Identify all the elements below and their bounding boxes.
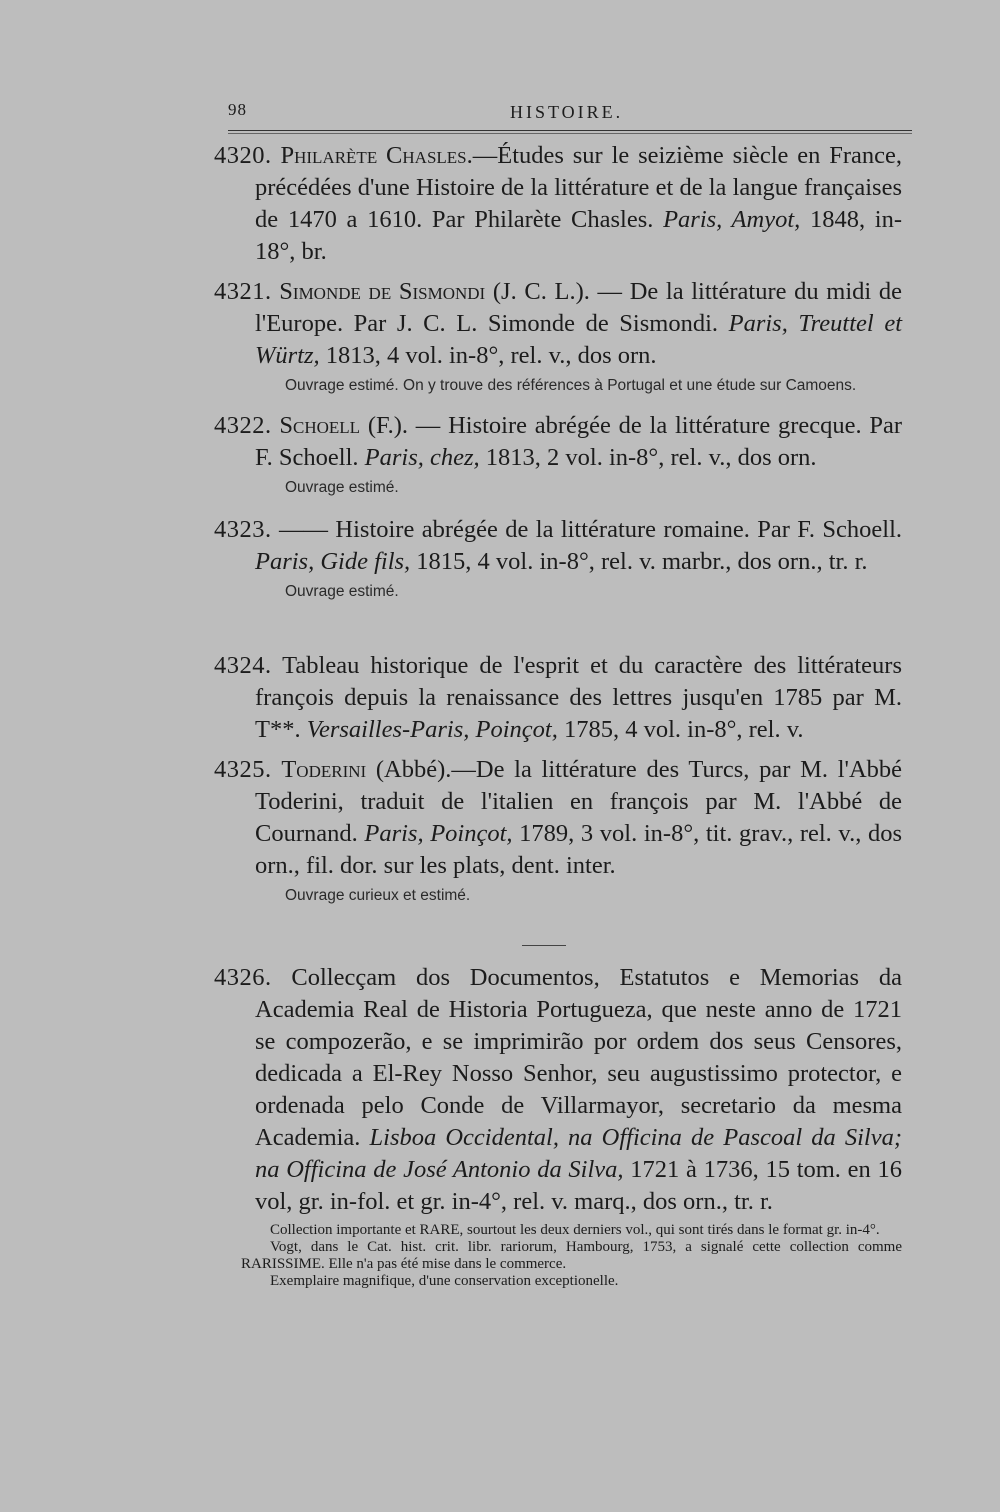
entry-note: Vogt, dans le Cat. hist. crit. libr. rariorum, Hambourg, 1753, a signalé cette collection comme RARISSIME. Elle n'a pas été mise dans le commerce. <box>241 1239 902 1272</box>
entry-imprint: Paris, Treuttel et Würtz, <box>255 310 902 369</box>
entry-separator: (Abbé).— <box>366 756 476 783</box>
entry-number: 4323. <box>214 516 272 543</box>
entry-note: Ouvrage estimé. <box>285 583 399 600</box>
entry-title: Études sur le seizième siècle en France, précédées d'une Histoire de la littérature et de la langue françaises de 1470 a 1610. Par Philarète Chasles. <box>255 142 903 233</box>
entry-number: 4320. <box>214 142 272 169</box>
entry-title: Histoire abrégée de la littérature grecque. Par F. Schoell. <box>255 412 903 471</box>
page-header <box>228 100 900 130</box>
entry-note: Collection importante et RARE, sourtout les deux derniers vol., qui sont tirés dans le format gr. in-4°. <box>270 1222 880 1238</box>
entry-details: 1813, 2 vol. in-8°, rel. v., dos orn. <box>485 444 817 471</box>
entry-number: 4324. <box>214 652 272 679</box>
entry-details: 1789, 3 vol. in-8°, tit. grav., rel. v., dos orn., fil. dor. sur les plats, dent. inter. <box>255 820 903 879</box>
entry-separator: (J. C. L.). — <box>485 278 630 305</box>
catalogue-entry <box>214 650 902 746</box>
entry-author: Schoell <box>279 412 361 439</box>
catalogue-entry <box>214 410 902 498</box>
entry-separator: —— <box>279 516 329 543</box>
entry-author: Philarète Chasles. <box>280 142 473 169</box>
entry-imprint: Paris, chez, <box>364 444 480 471</box>
entry-note: Exemplaire magnifique, d'une conservation exceptionelle. <box>270 1273 619 1289</box>
entry-imprint: Versailles-Paris, Poinçot, <box>306 716 558 743</box>
entry-notes <box>241 1222 902 1290</box>
running-head: HISTOIRE. <box>510 102 624 122</box>
entry-imprint: Lisboa Occidental, na Officina de Pascoal da Silva; na Officina de José Antonio da Silva, <box>255 1124 902 1183</box>
catalogue-entry <box>214 514 902 602</box>
entry-number: 4326. <box>214 964 272 991</box>
catalogue-entry <box>214 276 902 396</box>
catalogue-entry <box>214 754 902 906</box>
entry-author: Toderini <box>281 756 367 783</box>
catalogue-entry <box>214 140 902 268</box>
entry-imprint: Paris, Amyot, <box>663 206 801 233</box>
entry-imprint: Paris, Gide fils, <box>255 548 411 575</box>
entry-note: Ouvrage estimé. On y trouve des références à Portugal et une étude sur Camoens. <box>285 377 857 394</box>
entry-details: 1815, 4 vol. in-8°, rel. v. marbr., dos orn., tr. r. <box>416 548 868 575</box>
entry-text <box>214 276 902 372</box>
page-number: 98 <box>228 100 247 119</box>
header-rule-thin <box>228 133 912 134</box>
entry-separator: (F.). — <box>360 412 449 439</box>
entry-text <box>214 514 902 578</box>
entry-details: 1848, in-18°, br. <box>255 206 903 265</box>
entry-imprint: Paris, Poinçot, <box>364 820 513 847</box>
entry-note: Ouvrage curieux et estimé. <box>285 887 471 904</box>
entry-text <box>214 410 902 474</box>
entry-text <box>214 650 902 746</box>
entry-title: Tableau historique de l'esprit et du caractère des littérateurs françois depuis la renaissance des lettres jusqu'en 1785 par M. T**. <box>255 652 902 743</box>
entry-details: 1813, 4 vol. in-8°, rel. v., dos orn. <box>325 342 657 369</box>
entry-author: Simonde de Sismondi <box>279 278 486 305</box>
entry-note: Ouvrage estimé. <box>285 479 399 496</box>
entry-number: 4321. <box>214 278 272 305</box>
entry-details: 1785, 4 vol. in-8°, rel. v. <box>563 716 804 743</box>
entry-text <box>214 140 902 268</box>
section-separator <box>522 945 566 946</box>
entry-number: 4325. <box>214 756 272 783</box>
entry-title: Histoire abrégée de la littérature romaine. Par F. Schoell. <box>335 516 903 543</box>
entry-text <box>214 754 902 882</box>
entry-title: De la littérature du midi de l'Europe. Par J. C. L. Simonde de Sismondi. <box>255 278 902 337</box>
catalogue-entry <box>214 962 902 1290</box>
entry-details: 1721 à 1736, 15 tom. en 16 vol, gr. in-fol. et gr. in-4°, rel. v. marq., dos orn., tr. r. <box>255 1156 903 1215</box>
entry-separator: — <box>472 142 498 169</box>
header-rule <box>228 130 912 131</box>
entry-title: De la littérature des Turcs, par M. l'Abbé Toderini, traduit de l'italien en françois par M. l'Abbé de Cournand. <box>255 756 903 847</box>
entry-number: 4322. <box>214 412 272 439</box>
entry-title: Collecçam dos Documentos, Estatutos e Memorias da Academia Real de Historia Portugueza, que neste anno de 1721 se compozerão, e se imprimirão por ordem dos seus Censores, dedicada a El-Rey Nosso Senhor, seu augustissimo protector, e ordenada pelo Conde de Villarmayor, secretario da mesma Academia. <box>255 964 902 1151</box>
entry-text <box>214 962 902 1218</box>
